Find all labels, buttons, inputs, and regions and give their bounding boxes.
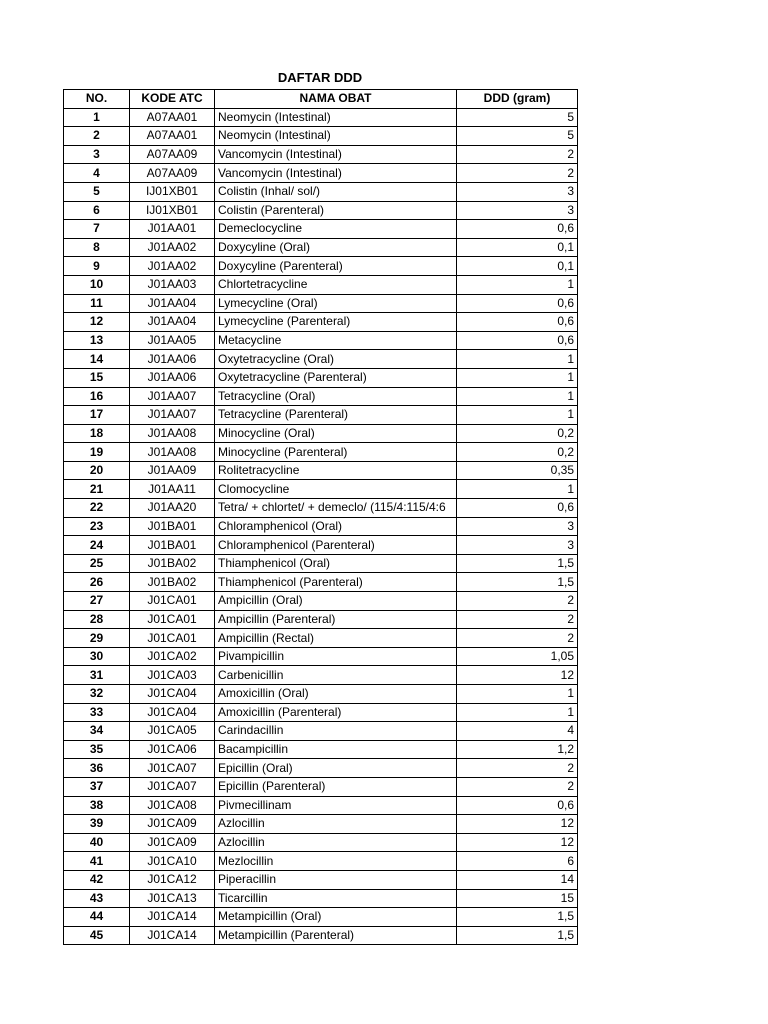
- row-number: 24: [64, 536, 130, 555]
- atc-code: J01CA05: [130, 722, 215, 741]
- drug-name: Minocycline (Oral): [215, 424, 457, 443]
- table-header-row: [64, 90, 578, 109]
- ddd-value: 0,6: [457, 313, 578, 332]
- table-row: [64, 870, 578, 889]
- drug-name: Ticarcillin: [215, 889, 457, 908]
- atc-code: J01CA12: [130, 870, 215, 889]
- table-row: [64, 703, 578, 722]
- atc-code: J01AA06: [130, 368, 215, 387]
- ddd-value: 0,6: [457, 331, 578, 350]
- drug-name: Chloramphenicol (Oral): [215, 517, 457, 536]
- drug-name: Clomocycline: [215, 480, 457, 499]
- table-row: [64, 908, 578, 927]
- drug-name: Tetracycline (Parenteral): [215, 406, 457, 425]
- row-number: 21: [64, 480, 130, 499]
- row-number: 36: [64, 759, 130, 778]
- ddd-value: 12: [457, 833, 578, 852]
- ddd-value: 1: [457, 685, 578, 704]
- atc-code: J01CA10: [130, 852, 215, 871]
- table-row: [64, 554, 578, 573]
- row-number: 42: [64, 870, 130, 889]
- drug-name: Bacampicillin: [215, 740, 457, 759]
- drug-name: Doxycyline (Parenteral): [215, 257, 457, 276]
- drug-name: Lymecycline (Oral): [215, 294, 457, 313]
- atc-code: J01CA02: [130, 647, 215, 666]
- ddd-value: 0,6: [457, 220, 578, 239]
- drug-name: Colistin (Inhal/ sol/): [215, 182, 457, 201]
- drug-name: Amoxicillin (Oral): [215, 685, 457, 704]
- ddd-value: 1,05: [457, 647, 578, 666]
- row-number: 18: [64, 424, 130, 443]
- drug-name: Mezlocillin: [215, 852, 457, 871]
- drug-name: Pivmecillinam: [215, 796, 457, 815]
- drug-name: Tetra/ + chlortet/ + demeclo/ (115/4:115/4:6: [215, 499, 457, 518]
- drug-name: Epicillin (Parenteral): [215, 777, 457, 796]
- row-number: 26: [64, 573, 130, 592]
- row-number: 12: [64, 313, 130, 332]
- table-row: [64, 406, 578, 425]
- ddd-value: 1: [457, 703, 578, 722]
- ddd-value: 1,5: [457, 573, 578, 592]
- atc-code: J01CA09: [130, 815, 215, 834]
- drug-name: Ampicillin (Parenteral): [215, 610, 457, 629]
- row-number: 32: [64, 685, 130, 704]
- row-number: 28: [64, 610, 130, 629]
- column-header-kode-atc: KODE ATC: [130, 90, 215, 109]
- drug-name: Doxycyline (Oral): [215, 238, 457, 257]
- atc-code: J01CA07: [130, 759, 215, 778]
- atc-code: J01AA09: [130, 461, 215, 480]
- row-number: 29: [64, 629, 130, 648]
- atc-code: J01CA01: [130, 629, 215, 648]
- table-row: [64, 201, 578, 220]
- table-row: [64, 592, 578, 611]
- ddd-value: 1,5: [457, 908, 578, 927]
- row-number: 7: [64, 220, 130, 239]
- atc-code: J01CA09: [130, 833, 215, 852]
- row-number: 45: [64, 926, 130, 945]
- row-number: 15: [64, 368, 130, 387]
- ddd-value: 0,2: [457, 424, 578, 443]
- ddd-value: 3: [457, 536, 578, 555]
- atc-code: J01CA08: [130, 796, 215, 815]
- table-row: [64, 257, 578, 276]
- table-row: [64, 536, 578, 555]
- table-row: [64, 331, 578, 350]
- table-row: [64, 740, 578, 759]
- atc-code: A07AA01: [130, 108, 215, 127]
- ddd-value: 5: [457, 108, 578, 127]
- ddd-value: 14: [457, 870, 578, 889]
- ddd-value: 1,2: [457, 740, 578, 759]
- table-row: [64, 610, 578, 629]
- row-number: 5: [64, 182, 130, 201]
- row-number: 34: [64, 722, 130, 741]
- atc-code: A07AA09: [130, 164, 215, 183]
- atc-code: J01BA01: [130, 517, 215, 536]
- ddd-table: [63, 89, 578, 945]
- ddd-value: 0,35: [457, 461, 578, 480]
- atc-code: J01AA02: [130, 257, 215, 276]
- row-number: 31: [64, 666, 130, 685]
- row-number: 33: [64, 703, 130, 722]
- row-number: 2: [64, 127, 130, 146]
- column-header-nama-obat: NAMA OBAT: [215, 90, 457, 109]
- drug-name: Rolitetracycline: [215, 461, 457, 480]
- ddd-value: 1,5: [457, 554, 578, 573]
- drug-name: Azlocillin: [215, 833, 457, 852]
- table-row: [64, 368, 578, 387]
- row-number: 38: [64, 796, 130, 815]
- ddd-value: 2: [457, 777, 578, 796]
- drug-name: Ampicillin (Oral): [215, 592, 457, 611]
- drug-name: Minocycline (Parenteral): [215, 443, 457, 462]
- drug-name: Colistin (Parenteral): [215, 201, 457, 220]
- row-number: 25: [64, 554, 130, 573]
- atc-code: J01CA06: [130, 740, 215, 759]
- row-number: 14: [64, 350, 130, 369]
- page-title: DAFTAR DDD: [277, 70, 363, 85]
- table-row: [64, 573, 578, 592]
- drug-name: Carindacillin: [215, 722, 457, 741]
- atc-code: J01AA01: [130, 220, 215, 239]
- ddd-value: 0,2: [457, 443, 578, 462]
- row-number: 30: [64, 647, 130, 666]
- row-number: 23: [64, 517, 130, 536]
- ddd-value: 15: [457, 889, 578, 908]
- ddd-value: 2: [457, 759, 578, 778]
- table-row: [64, 499, 578, 518]
- ddd-value: 0,6: [457, 796, 578, 815]
- table-row: [64, 777, 578, 796]
- atc-code: J01AA02: [130, 238, 215, 257]
- ddd-value: 5: [457, 127, 578, 146]
- row-number: 22: [64, 499, 130, 518]
- table-body: [64, 108, 578, 945]
- atc-code: J01AA07: [130, 406, 215, 425]
- table-row: [64, 294, 578, 313]
- drug-name: Vancomycin (Intestinal): [215, 164, 457, 183]
- atc-code: J01AA08: [130, 424, 215, 443]
- atc-code: J01CA14: [130, 926, 215, 945]
- table-row: [64, 424, 578, 443]
- table-row: [64, 926, 578, 945]
- drug-name: Amoxicillin (Parenteral): [215, 703, 457, 722]
- row-number: 1: [64, 108, 130, 127]
- row-number: 9: [64, 257, 130, 276]
- atc-code: J01AA04: [130, 313, 215, 332]
- row-number: 37: [64, 777, 130, 796]
- column-header-ddd: DDD (gram): [457, 90, 578, 109]
- table-row: [64, 517, 578, 536]
- table-row: [64, 647, 578, 666]
- drug-name: Metacycline: [215, 331, 457, 350]
- ddd-value: 1: [457, 480, 578, 499]
- table-row: [64, 666, 578, 685]
- ddd-value: 2: [457, 610, 578, 629]
- atc-code: J01BA02: [130, 554, 215, 573]
- table-row: [64, 796, 578, 815]
- row-number: 6: [64, 201, 130, 220]
- drug-name: Carbenicillin: [215, 666, 457, 685]
- drug-name: Thiamphenicol (Oral): [215, 554, 457, 573]
- table-row: [64, 220, 578, 239]
- drug-name: Vancomycin (Intestinal): [215, 145, 457, 164]
- ddd-value: 0,1: [457, 257, 578, 276]
- row-number: 35: [64, 740, 130, 759]
- ddd-value: 0,6: [457, 294, 578, 313]
- ddd-value: 3: [457, 201, 578, 220]
- drug-name: Oxytetracycline (Oral): [215, 350, 457, 369]
- ddd-value: 1: [457, 275, 578, 294]
- drug-name: Oxytetracycline (Parenteral): [215, 368, 457, 387]
- ddd-value: 0,1: [457, 238, 578, 257]
- table-row: [64, 275, 578, 294]
- row-number: 19: [64, 443, 130, 462]
- row-number: 10: [64, 275, 130, 294]
- table-row: [64, 443, 578, 462]
- atc-code: J01AA07: [130, 387, 215, 406]
- ddd-value: 1: [457, 406, 578, 425]
- table-row: [64, 387, 578, 406]
- drug-name: Neomycin (Intestinal): [215, 108, 457, 127]
- ddd-value: 1: [457, 368, 578, 387]
- row-number: 43: [64, 889, 130, 908]
- column-header-no: NO.: [64, 90, 130, 109]
- atc-code: A07AA01: [130, 127, 215, 146]
- atc-code: IJ01XB01: [130, 201, 215, 220]
- atc-code: J01CA04: [130, 685, 215, 704]
- atc-code: J01AA05: [130, 331, 215, 350]
- row-number: 44: [64, 908, 130, 927]
- row-number: 8: [64, 238, 130, 257]
- drug-name: Thiamphenicol (Parenteral): [215, 573, 457, 592]
- ddd-value: 6: [457, 852, 578, 871]
- row-number: 20: [64, 461, 130, 480]
- drug-name: Azlocillin: [215, 815, 457, 834]
- table-row: [64, 313, 578, 332]
- drug-name: Ampicillin (Rectal): [215, 629, 457, 648]
- atc-code: J01CA03: [130, 666, 215, 685]
- atc-code: J01CA13: [130, 889, 215, 908]
- ddd-value: 1: [457, 387, 578, 406]
- atc-code: J01CA07: [130, 777, 215, 796]
- drug-name: Chloramphenicol (Parenteral): [215, 536, 457, 555]
- table-row: [64, 480, 578, 499]
- row-number: 17: [64, 406, 130, 425]
- drug-name: Lymecycline (Parenteral): [215, 313, 457, 332]
- table-row: [64, 350, 578, 369]
- table-row: [64, 759, 578, 778]
- table-row: [64, 815, 578, 834]
- table-row: [64, 108, 578, 127]
- row-number: 13: [64, 331, 130, 350]
- row-number: 16: [64, 387, 130, 406]
- drug-name: Chlortetracycline: [215, 275, 457, 294]
- table-row: [64, 127, 578, 146]
- atc-code: IJ01XB01: [130, 182, 215, 201]
- ddd-value: 4: [457, 722, 578, 741]
- drug-name: Tetracycline (Oral): [215, 387, 457, 406]
- ddd-value: 12: [457, 815, 578, 834]
- atc-code: J01AA11: [130, 480, 215, 499]
- table-row: [64, 629, 578, 648]
- table-row: [64, 164, 578, 183]
- atc-code: J01CA04: [130, 703, 215, 722]
- table-row: [64, 461, 578, 480]
- atc-code: J01CA01: [130, 610, 215, 629]
- atc-code: J01CA14: [130, 908, 215, 927]
- row-number: 39: [64, 815, 130, 834]
- drug-name: Metampicillin (Oral): [215, 908, 457, 927]
- atc-code: J01AA06: [130, 350, 215, 369]
- ddd-value: 1: [457, 350, 578, 369]
- table-row: [64, 182, 578, 201]
- ddd-value: 2: [457, 145, 578, 164]
- ddd-value: 1,5: [457, 926, 578, 945]
- atc-code: A07AA09: [130, 145, 215, 164]
- drug-name: Piperacillin: [215, 870, 457, 889]
- atc-code: J01AA03: [130, 275, 215, 294]
- atc-code: J01CA01: [130, 592, 215, 611]
- table-row: [64, 833, 578, 852]
- ddd-value: 0,6: [457, 499, 578, 518]
- ddd-value: 3: [457, 517, 578, 536]
- atc-code: J01BA01: [130, 536, 215, 555]
- atc-code: J01AA20: [130, 499, 215, 518]
- row-number: 40: [64, 833, 130, 852]
- ddd-value: 2: [457, 164, 578, 183]
- drug-name: Neomycin (Intestinal): [215, 127, 457, 146]
- atc-code: J01BA02: [130, 573, 215, 592]
- row-number: 3: [64, 145, 130, 164]
- table-row: [64, 238, 578, 257]
- row-number: 41: [64, 852, 130, 871]
- ddd-value: 3: [457, 182, 578, 201]
- ddd-value: 2: [457, 629, 578, 648]
- row-number: 11: [64, 294, 130, 313]
- table-row: [64, 889, 578, 908]
- row-number: 27: [64, 592, 130, 611]
- table-row: [64, 722, 578, 741]
- table-row: [64, 145, 578, 164]
- drug-name: Metampicillin (Parenteral): [215, 926, 457, 945]
- table-row: [64, 685, 578, 704]
- drug-name: Epicillin (Oral): [215, 759, 457, 778]
- ddd-value: 2: [457, 592, 578, 611]
- atc-code: J01AA08: [130, 443, 215, 462]
- table-row: [64, 852, 578, 871]
- row-number: 4: [64, 164, 130, 183]
- drug-name: Pivampicillin: [215, 647, 457, 666]
- drug-name: Demeclocycline: [215, 220, 457, 239]
- atc-code: J01AA04: [130, 294, 215, 313]
- ddd-value: 12: [457, 666, 578, 685]
